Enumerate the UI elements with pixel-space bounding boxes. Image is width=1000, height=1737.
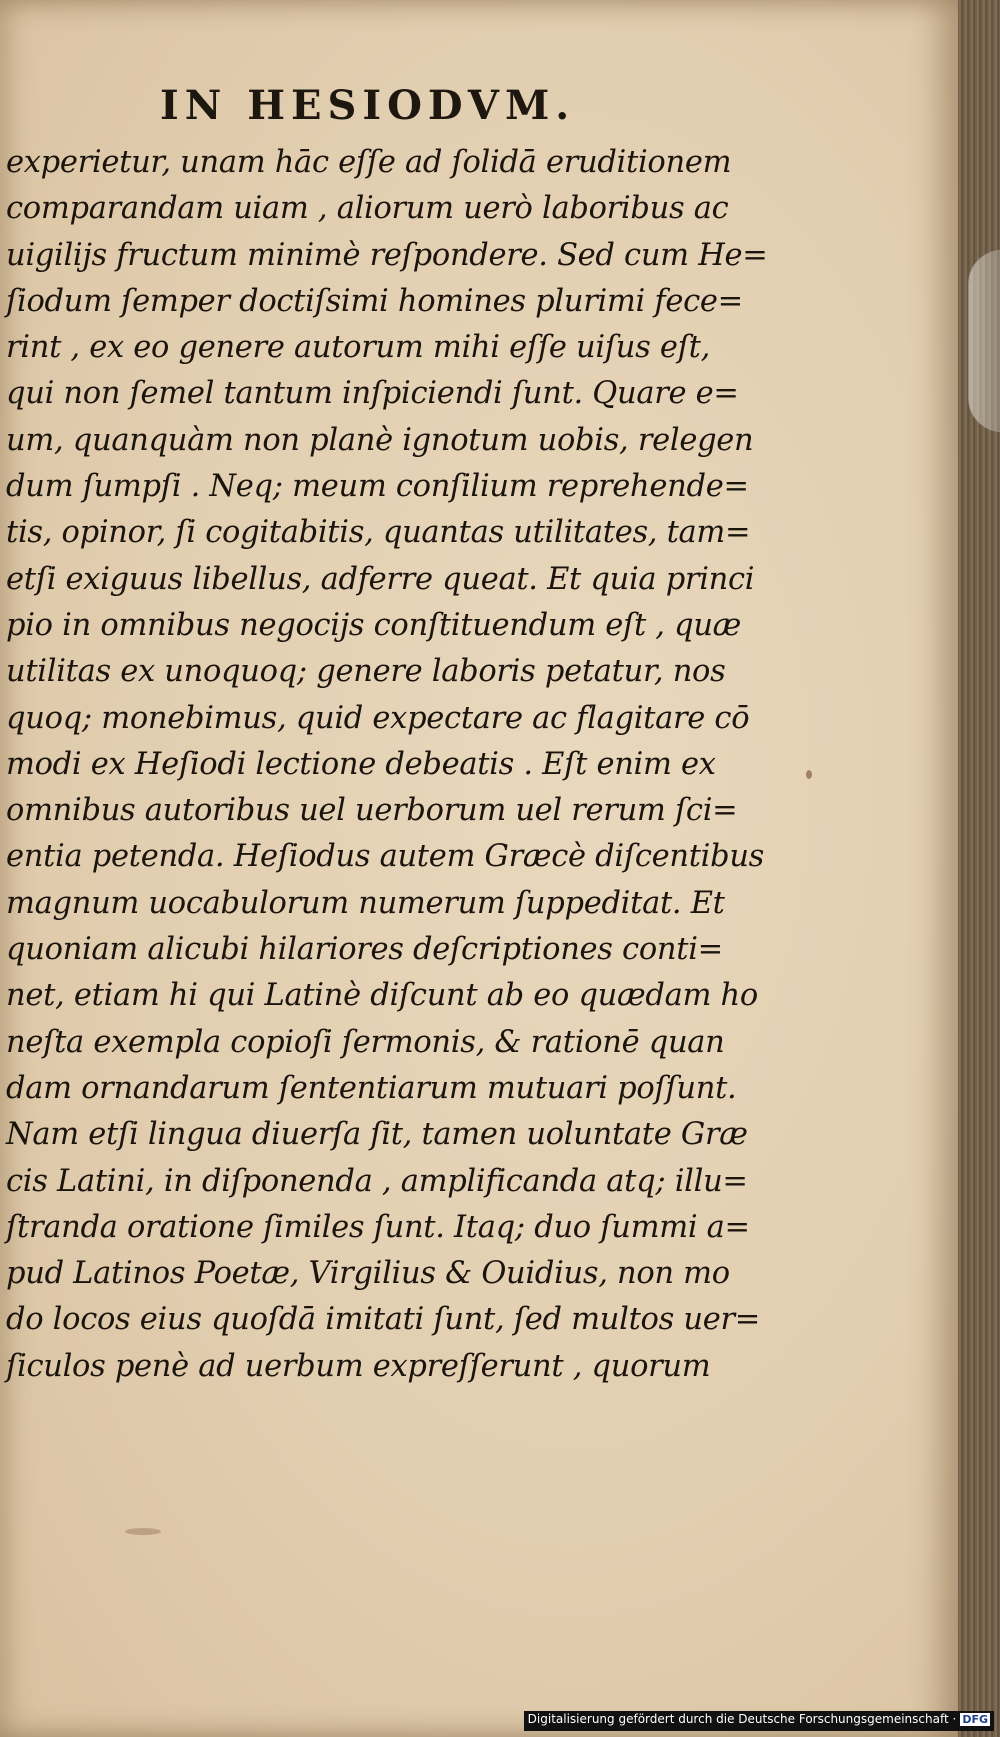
text-line: omnibus autoribus uel uerborum uel rerum ſci= bbox=[6, 793, 738, 829]
text-line: cis Latini, in diſponenda , amplificanda atq; illu= bbox=[6, 1163, 748, 1199]
text-line: magnum uocabulorum numerum ſuppeditat. Et bbox=[6, 885, 725, 921]
page-clip bbox=[968, 250, 1000, 432]
body-text bbox=[6, 140, 768, 1390]
text-line: modi ex Heſiodi lectione debeatis . Eſt enim ex bbox=[6, 746, 716, 782]
text-line: dam ornandarum ſententiarum mutuari poſſunt. bbox=[6, 1070, 737, 1106]
text-line: pio in omnibus negocijs conſtituendum eſt , quæ bbox=[6, 607, 742, 643]
text-line: entia petenda. Heſiodus autem Græcè diſcentibus bbox=[6, 839, 765, 875]
text-line: do locos eius quoſdā imitati ſunt, ſed multos uer= bbox=[6, 1302, 760, 1338]
footer-credit bbox=[524, 1711, 994, 1731]
text-line: quoniam alicubi hilariores deſcriptiones conti= bbox=[6, 932, 723, 968]
text-line: pud Latinos Poetæ, Virgilius & Ouidius, non mo bbox=[6, 1256, 730, 1292]
text-line: net, etiam hi qui Latinè diſcunt ab eo quædam ho bbox=[6, 978, 758, 1014]
text-line: quoq; monebimus, quid expectare ac flagitare cō bbox=[6, 700, 750, 736]
footer-text: Digitalisierung gefördert durch die Deutsche Forschungsgemeinschaft · bbox=[527, 1712, 957, 1726]
text-line: ſiculos penè ad uerbum expreſſerunt , quorum bbox=[6, 1348, 711, 1384]
text-line: Nam etſi lingua diuerſa ſit, tamen uoluntate Græ bbox=[6, 1117, 748, 1153]
dfg-logo: DFG bbox=[962, 1713, 988, 1726]
text-line: qui non ſemel tantum inſpiciendi ſunt. Quare e= bbox=[6, 376, 739, 412]
text-line: neſta exempla copioſi ſermonis, & rationē quan bbox=[6, 1024, 725, 1060]
text-line: ſiodum ſemper doctiſsimi homines plurimi fece= bbox=[6, 283, 743, 319]
text-line: dum ſumpſi . Neq; meum conſilium reprehende= bbox=[6, 469, 749, 505]
text-line: um, quanquàm non planè ignotum uobis, relegen bbox=[6, 422, 754, 458]
text-line: etſi exiguus libellus, adferre queat. Et quia princi bbox=[6, 561, 755, 597]
ink-spot bbox=[806, 770, 812, 779]
text-line: uigilijs fructum minimè reſpondere. Sed cum He= bbox=[6, 237, 768, 273]
running-head: IN HESIODVM. bbox=[160, 82, 576, 129]
text-line: rint , ex eo genere autorum mihi eſſe uiſus eſt, bbox=[6, 330, 710, 366]
text-line: tis, opinor, ſi cogitabitis, quantas utilitates, tam= bbox=[6, 515, 751, 551]
text-line: comparandam uiam , aliorum uerò laboribus ac bbox=[6, 191, 729, 227]
stain bbox=[125, 1528, 161, 1535]
text-line: utilitas ex unoquoq; genere laboris petatur, nos bbox=[6, 654, 726, 690]
text-line: experietur, unam hāc eſſe ad ſolidā eruditionem bbox=[6, 145, 732, 180]
text-line: ſtranda oratione ſimiles ſunt. Itaq; duo ſummi a= bbox=[6, 1209, 750, 1245]
